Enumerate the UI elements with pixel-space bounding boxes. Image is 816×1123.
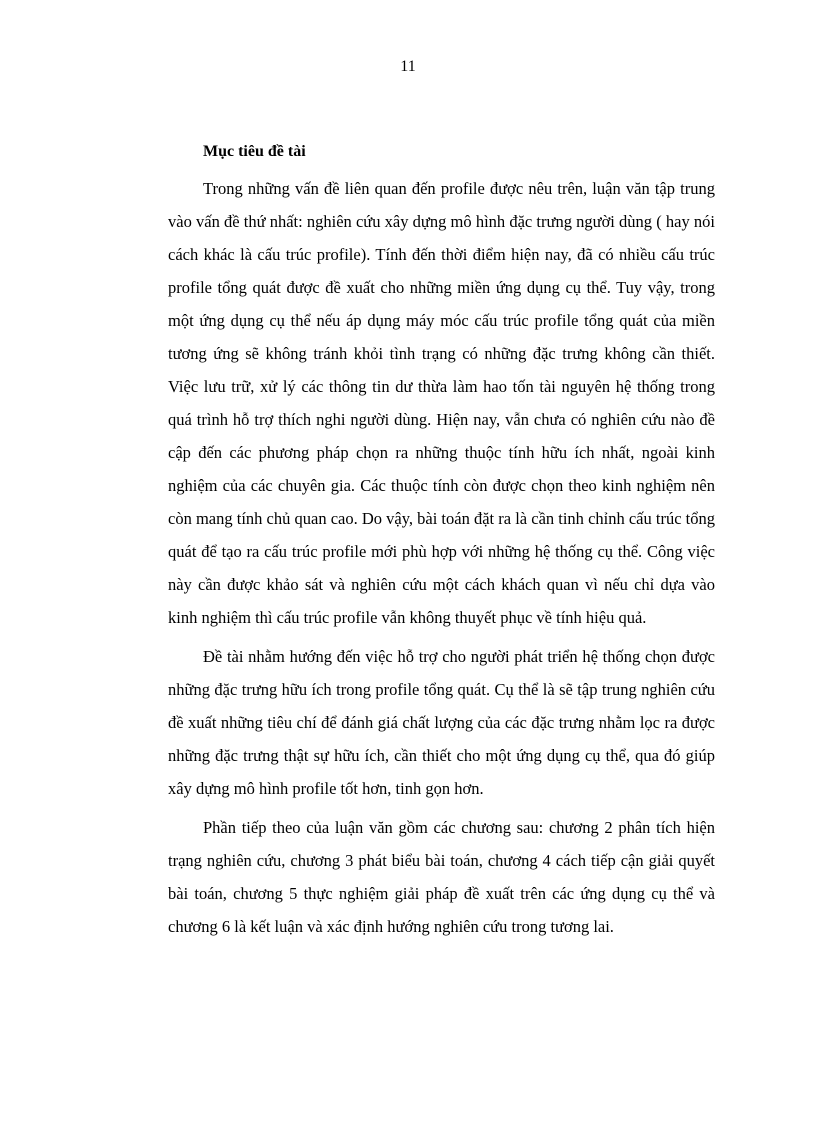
paragraph-3: Phần tiếp theo của luận văn gồm các chương sau: chương 2 phân tích hiện trạng nghiên cứu, chương 3 phát biểu bài toán, chương 4 cách tiếp cận giải quyết bài toán, chương 5 thực nghiệm giải pháp đề xuất trên các ứng dụng cụ thể và chương 6 là kết luận và xác định hướng nghiên cứu trong tương lai.: [168, 818, 715, 936]
document-body: [168, 142, 715, 949]
paragraph-1: Trong những vấn đề liên quan đến profile được nêu trên, luận văn tập trung vào vấn đề thứ nhất: nghiên cứu xây dựng mô hình đặc trưng người dùng ( hay nói cách khác là cấu trúc profile). Tính đến thời điểm hiện nay, đã có nhiều cấu trúc profile tổng quát được đề xuất cho những miền ứng dụng cụ thể. Tuy vậy, trong một ứng dụng cụ thể nếu áp dụng máy móc cấu trúc profile tổng quát của miền tương ứng sẽ không tránh khỏi tình trạng có những đặc trưng không cần thiết. Việc lưu trữ, xử lý các thông tin dư thừa làm hao tốn tài nguyên hệ thống trong quá trình hỗ trợ thích nghi người dùng. Hiện nay, vẫn chưa có nghiên cứu nào đề cập đến các phương pháp chọn ra những thuộc tính hữu ích nhất, ngoài kinh nghiệm của các chuyên gia. Các thuộc tính còn được chọn theo kinh nghiệm nên còn mang tính chủ quan cao. Do vậy, bài toán đặt ra là cần tinh chỉnh cấu trúc tổng quát để tạo ra cấu trúc profile mới phù hợp với những hệ thống cụ thể. Công việc này cần được khảo sát và nghiên cứu một cách khách quan vì nếu chỉ dựa vào kinh nghiệm thì cấu trúc profile vẫn không thuyết phục về tính hiệu quả.: [168, 179, 715, 627]
page-number: 11: [400, 58, 416, 75]
section-title: Mục tiêu đề tài: [203, 143, 306, 160]
paragraph-2: Đề tài nhằm hướng đến việc hỗ trợ cho người phát triển hệ thống chọn được những đặc trưng hữu ích trong profile tổng quát. Cụ thể là sẽ tập trung nghiên cứu đề xuất những tiêu chí để đánh giá chất lượng của các đặc trưng nhằm lọc ra được những đặc trưng thật sự hữu ích, cần thiết cho một ứng dụng cụ thể, qua đó giúp xây dựng mô hình profile tốt hơn, tinh gọn hơn.: [168, 647, 715, 798]
